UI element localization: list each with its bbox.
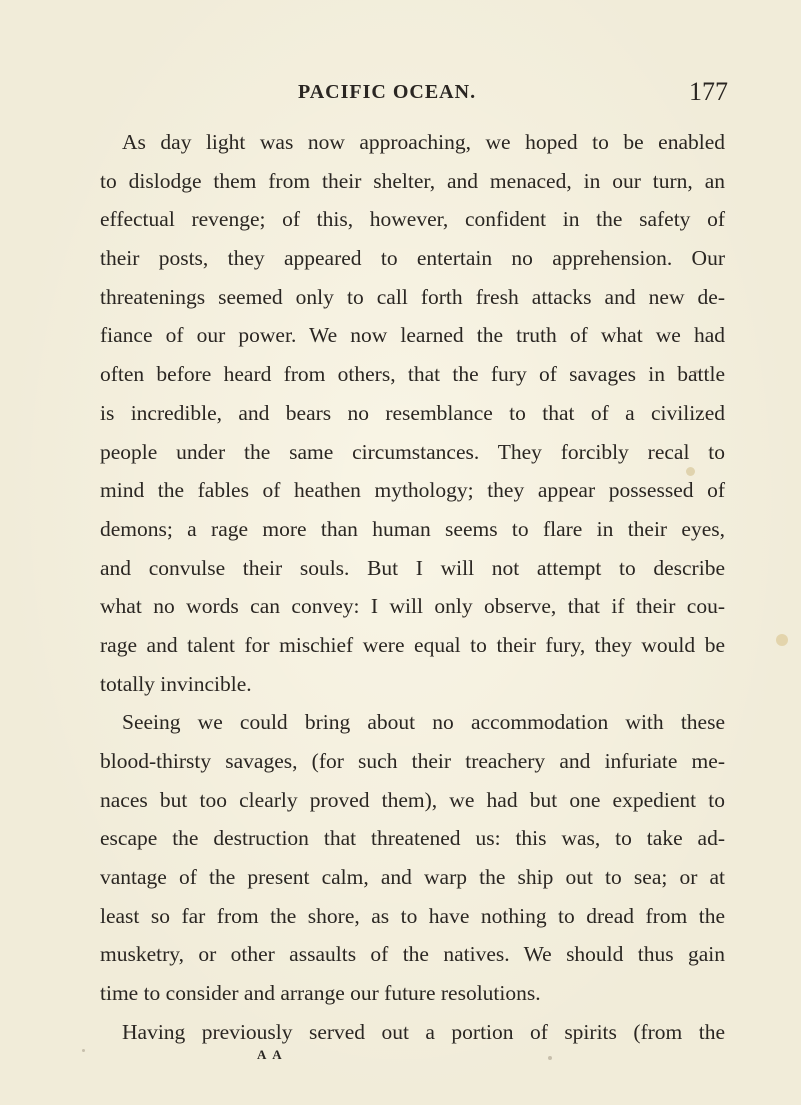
text-line: people under the same circumstances. They forcibly recal to xyxy=(100,439,725,464)
paper-speck xyxy=(686,467,695,476)
paper-speck xyxy=(548,1056,552,1060)
text-line: effectual revenge; of this, however, confident in the safety of xyxy=(100,207,725,232)
text-line: threatenings seemed only to call forth fresh attacks and new de- xyxy=(100,284,725,309)
body-text xyxy=(100,123,725,1052)
text-line: totally invincible. xyxy=(100,671,252,696)
page-number: 177 xyxy=(689,77,728,106)
text-line: rage and talent for mischief were equal to their fury, they would be xyxy=(100,632,725,657)
signature-mark: A A xyxy=(257,1047,284,1062)
text-line: often before heard from others, that the fury of savages in battle xyxy=(100,362,725,387)
page-header xyxy=(0,77,801,111)
text-line: what no words can convey: I will only observe, that if their cou- xyxy=(100,594,725,619)
paper-speck xyxy=(693,370,699,374)
text-line: Having previously served out a portion of spirits (from the xyxy=(122,1019,725,1044)
text-line: demons; a rage more than human seems to flare in their eyes, xyxy=(100,516,725,541)
text-line: naces but too clearly proved them), we had but one expedient to xyxy=(100,787,725,812)
text-line: mind the fables of heathen mythology; they appear possessed of xyxy=(100,478,725,503)
text-line: blood-thirsty savages, (for such their treachery and infuriate me- xyxy=(100,749,725,773)
text-line: least so far from the shore, as to have nothing to dread from the xyxy=(100,903,725,928)
text-line: is incredible, and bears no resemblance to that of a civilized xyxy=(100,400,725,425)
text-line: time to consider and arrange our future resolutions. xyxy=(100,981,541,1006)
text-line: musketry, or other assaults of the natives. We should thus gain xyxy=(100,942,725,967)
text-line: vantage of the present calm, and warp the ship out to sea; or at xyxy=(100,865,725,890)
text-line: fiance of our power. We now learned the truth of what we had xyxy=(100,323,725,348)
text-line: As day light was now approaching, we hoped to be enabled xyxy=(122,130,725,154)
text-line: Seeing we could bring about no accommodation with these xyxy=(122,710,725,735)
text-line: their posts, they appeared to entertain no apprehension. Our xyxy=(100,246,725,271)
text-line: to dislodge them from their shelter, and menaced, in our turn, an xyxy=(100,168,725,193)
text-line: escape the destruction that threatened us: this was, to take ad- xyxy=(100,826,725,851)
running-title: PACIFIC OCEAN. xyxy=(298,81,477,103)
paper-speck xyxy=(776,634,788,646)
paper-speck xyxy=(82,1049,85,1052)
text-line: and convulse their souls. But I will not attempt to describe xyxy=(100,555,725,580)
